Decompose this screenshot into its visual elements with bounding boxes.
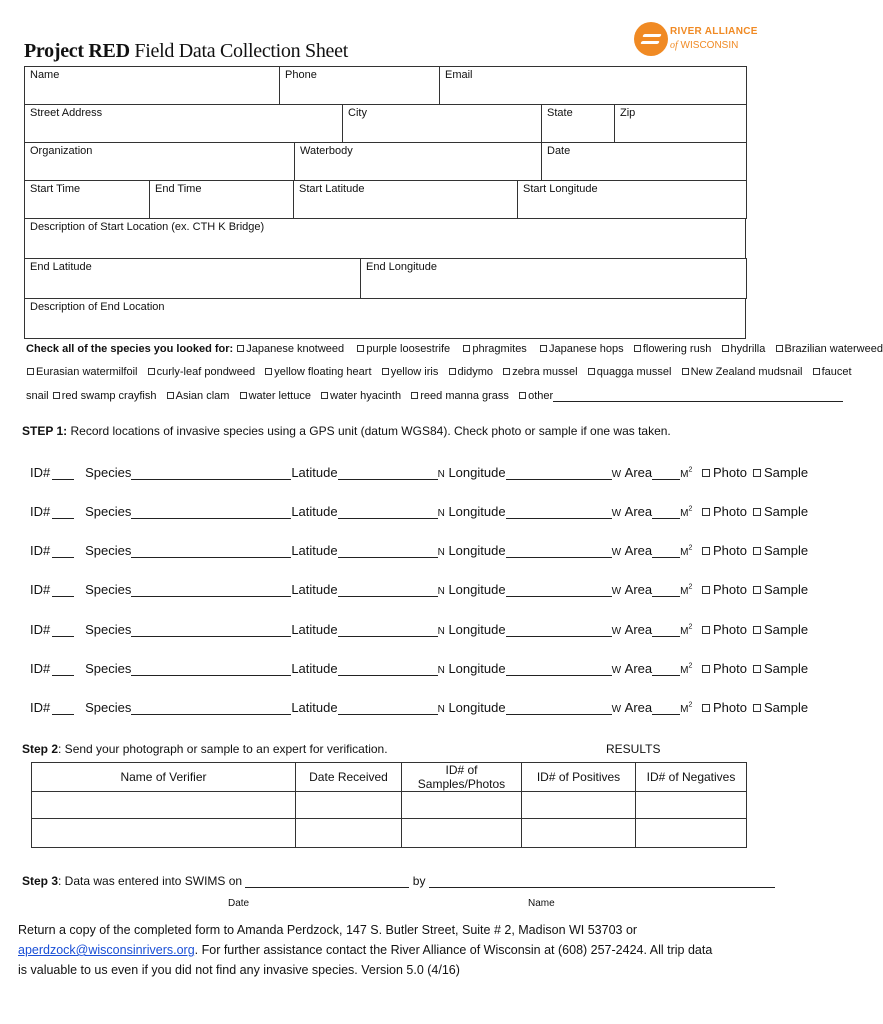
checkbox-eurasian-watermilfoil[interactable] (27, 368, 34, 375)
id-input-line[interactable] (52, 663, 74, 676)
form-title-bold: Project RED (24, 40, 130, 62)
address-grid (24, 104, 747, 143)
sample-checkbox[interactable] (753, 704, 761, 712)
species-input-line[interactable] (131, 467, 291, 480)
checkbox-red-swamp-crayfish[interactable] (53, 392, 60, 399)
end-desc-grid (24, 298, 746, 339)
step2-instructions: Step 2: Send your photograph or sample to an expert for verification. (22, 742, 388, 756)
area-input-line[interactable] (652, 506, 680, 519)
checkbox-quagga-mussel[interactable] (588, 368, 595, 375)
species-record-row: ID# Species Latitude N Longitude W Area $M^2$ Photo Sample (30, 661, 809, 676)
contact-grid (24, 66, 747, 105)
verifier-name-cell[interactable] (32, 819, 296, 848)
id-input-line[interactable] (52, 702, 74, 715)
date-received-cell[interactable] (296, 819, 402, 848)
species-record-row: ID# Species Latitude N Longitude W Area $M^2$ Photo Sample (30, 622, 809, 637)
verifier-name-cell[interactable] (32, 792, 296, 819)
checkbox-purple-loosestrife[interactable] (357, 345, 364, 352)
checkbox-other[interactable] (519, 392, 526, 399)
header-id-negatives: ID# of Negatives (636, 763, 747, 792)
header-id-samples: ID# of Samples/Photos (402, 763, 522, 792)
species-record-row: ID# Species Latitude N Longitude W Area $M^2$ Photo Sample (30, 582, 809, 597)
species-check-line-1: Check all of the species you looked for: Japanese knotweed purple loosestrife phragmites Japanese hops flowering rush hydrilla Brazilian waterweed (26, 343, 883, 355)
swims-name-line[interactable] (429, 875, 775, 888)
step2-label: Step 2 (22, 742, 59, 756)
area-input-line[interactable] (652, 545, 680, 558)
id-negatives-cell[interactable] (636, 792, 747, 819)
zip-field[interactable]: Zip (615, 105, 747, 143)
header-id-positives: ID# of Positives (522, 763, 636, 792)
phone-field[interactable]: Phone (280, 67, 440, 105)
sample-checkbox[interactable] (753, 469, 761, 477)
latitude-input-line[interactable] (338, 467, 438, 480)
return-instructions: Return a copy of the completed form to Amanda Perdzock, 147 S. Butler Street, Suite # 2, Madison WI 53703 or aperdzock@wisconsinrivers.org. For further assistance contact the River Alliance of Wisconsin at (608) 257-2424. All trip data is valuable to us even if you did not find any invasive species. Version 5.0 (4/16) (18, 923, 713, 977)
header-date-received: Date Received (296, 763, 402, 792)
sample-checkbox[interactable] (753, 586, 761, 594)
longitude-input-line[interactable] (506, 467, 612, 480)
species-record-row: ID# Species Latitude N Longitude W Area $M^2$ Photo Sample (30, 504, 809, 519)
species-input-line[interactable] (131, 663, 291, 676)
verification-table (31, 762, 747, 848)
checkbox-water-hyacinth[interactable] (321, 392, 328, 399)
sample-checkbox[interactable] (753, 508, 761, 516)
longitude-input-line[interactable] (506, 584, 612, 597)
checkbox-water-lettuce[interactable] (240, 392, 247, 399)
step3-label: Step 3 (22, 874, 59, 888)
logo-line2: of WISCONSIN (670, 40, 739, 51)
end-location-description-field[interactable]: Description of End Location (25, 299, 746, 339)
photo-checkbox[interactable] (702, 586, 710, 594)
id-input-line[interactable] (52, 624, 74, 637)
latitude-input-line[interactable] (338, 663, 438, 676)
date-caption: Date (228, 898, 250, 909)
checkbox-phragmites[interactable] (463, 345, 470, 352)
latitude-input-line[interactable] (338, 545, 438, 558)
step1-instructions: STEP 1: Record locations of invasive species using a GPS unit (datum WGS84). Check photo or sample if one was taken. (22, 424, 671, 438)
name-caption: Name (528, 898, 555, 909)
end-time-field[interactable]: End Time (150, 181, 294, 219)
checkbox-faucet-snail[interactable] (813, 368, 820, 375)
species-record-row: ID# Species Latitude N Longitude W Area $M^2$ Photo Sample (30, 465, 809, 480)
checkbox-japanese-knotweed[interactable] (237, 345, 244, 352)
longitude-input-line[interactable] (506, 545, 612, 558)
street-field[interactable]: Street Address (25, 105, 343, 143)
species-check-intro: Check all of the species you looked for: (26, 343, 234, 355)
id-positives-cell[interactable] (522, 792, 636, 819)
verification-row (32, 819, 747, 848)
checkbox-zebra-mussel[interactable] (503, 368, 510, 375)
header-name-of-verifier: Name of Verifier (32, 763, 296, 792)
photo-checkbox[interactable] (702, 704, 710, 712)
verification-row (32, 792, 747, 819)
start-location-description-field[interactable]: Description of Start Location (ex. CTH K Bridge) (25, 219, 746, 259)
id-samples-cell[interactable] (402, 819, 522, 848)
id-samples-cell[interactable] (402, 792, 522, 819)
latitude-input-line[interactable] (338, 506, 438, 519)
checkbox-reed-manna-grass[interactable] (411, 392, 418, 399)
latitude-input-line[interactable] (338, 584, 438, 597)
checkbox-japanese-hops[interactable] (540, 345, 547, 352)
organization-field[interactable]: Organization (25, 143, 295, 181)
checkbox-hydrilla[interactable] (722, 345, 729, 352)
latitude-input-line[interactable] (338, 702, 438, 715)
end-longitude-field[interactable]: End Longitude (361, 259, 747, 299)
id-negatives-cell[interactable] (636, 819, 747, 848)
form-title-rest: Field Data Collection Sheet (129, 40, 348, 62)
city-field[interactable]: City (343, 105, 542, 143)
name-field[interactable]: Name (25, 67, 280, 105)
species-check-line-3: snail red swamp crayfish Asian clam water lettuce water hyacinth reed manna grass other (26, 389, 843, 402)
species-input-line[interactable] (131, 624, 291, 637)
longitude-input-line[interactable] (506, 624, 612, 637)
checkbox-new-zealand-mudsnail[interactable] (682, 368, 689, 375)
species-input-line[interactable] (131, 506, 291, 519)
species-input-line[interactable] (131, 702, 291, 715)
start-time-field[interactable]: Start Time (25, 181, 150, 219)
email-field[interactable]: Email (440, 67, 747, 105)
step3-instructions: Step 3: Data was entered into SWIMS on by (22, 874, 775, 888)
checkbox-asian-clam[interactable] (167, 392, 174, 399)
start-longitude-field[interactable]: Start Longitude (518, 181, 747, 219)
step1-label: STEP 1: (22, 424, 68, 438)
river-alliance-logo (634, 20, 758, 64)
photo-checkbox[interactable] (702, 508, 710, 516)
area-input-line[interactable] (652, 702, 680, 715)
logo-line1: RIVER ALLIANCE (670, 26, 758, 37)
checkbox-yellow-floating-heart[interactable] (265, 368, 272, 375)
verification-header-row (32, 763, 747, 792)
start-latitude-field[interactable]: Start Latitude (294, 181, 518, 219)
logo-wave-icon (634, 22, 668, 56)
checkbox-flowering-rush[interactable] (634, 345, 641, 352)
species-input-line[interactable] (131, 545, 291, 558)
id-input-line[interactable] (52, 506, 74, 519)
checkbox-yellow-iris[interactable] (382, 368, 389, 375)
area-input-line[interactable] (652, 467, 680, 480)
photo-checkbox[interactable] (702, 469, 710, 477)
start-desc-grid (24, 218, 746, 259)
photo-checkbox[interactable] (702, 665, 710, 673)
checkbox-brazilian-waterweed[interactable] (776, 345, 783, 352)
time-grid (24, 180, 747, 219)
longitude-input-line[interactable] (506, 702, 612, 715)
contact-email-link[interactable]: aperdzock@wisconsinrivers.org (18, 943, 195, 957)
id-positives-cell[interactable] (522, 819, 636, 848)
id-input-line[interactable] (52, 545, 74, 558)
date-field[interactable]: Date (542, 143, 747, 181)
checkbox-curly-leaf-pondweed[interactable] (148, 368, 155, 375)
state-field[interactable]: State (542, 105, 615, 143)
results-heading: RESULTS (606, 742, 661, 756)
area-input-line[interactable] (652, 663, 680, 676)
swims-date-line[interactable] (245, 875, 409, 888)
species-record-row: ID# Species Latitude N Longitude W Area $M^2$ Photo Sample (30, 700, 809, 715)
longitude-input-line[interactable] (506, 663, 612, 676)
latitude-input-line[interactable] (338, 624, 438, 637)
sample-checkbox[interactable] (753, 665, 761, 673)
longitude-input-line[interactable] (506, 506, 612, 519)
other-species-line[interactable] (553, 389, 843, 402)
area-input-line[interactable] (652, 584, 680, 597)
id-input-line[interactable] (52, 467, 74, 480)
date-received-cell[interactable] (296, 792, 402, 819)
id-input-line[interactable] (52, 584, 74, 597)
species-input-line[interactable] (131, 584, 291, 597)
sample-checkbox[interactable] (753, 547, 761, 555)
area-input-line[interactable] (652, 624, 680, 637)
waterbody-field[interactable]: Waterbody (295, 143, 542, 181)
species-record-row: ID# Species Latitude N Longitude W Area $M^2$ Photo Sample (30, 543, 809, 558)
org-grid (24, 142, 747, 181)
end-latitude-field[interactable]: End Latitude (25, 259, 361, 299)
species-check-line-2: Eurasian watermilfoil curly-leaf pondweed yellow floating heart yellow iris didymo zebra mussel quagga mussel New Zealand mudsnail faucet (26, 366, 852, 378)
checkbox-didymo[interactable] (449, 368, 456, 375)
photo-checkbox[interactable] (702, 547, 710, 555)
end-grid (24, 258, 747, 299)
form-title (24, 40, 348, 63)
photo-checkbox[interactable] (702, 626, 710, 634)
sample-checkbox[interactable] (753, 626, 761, 634)
